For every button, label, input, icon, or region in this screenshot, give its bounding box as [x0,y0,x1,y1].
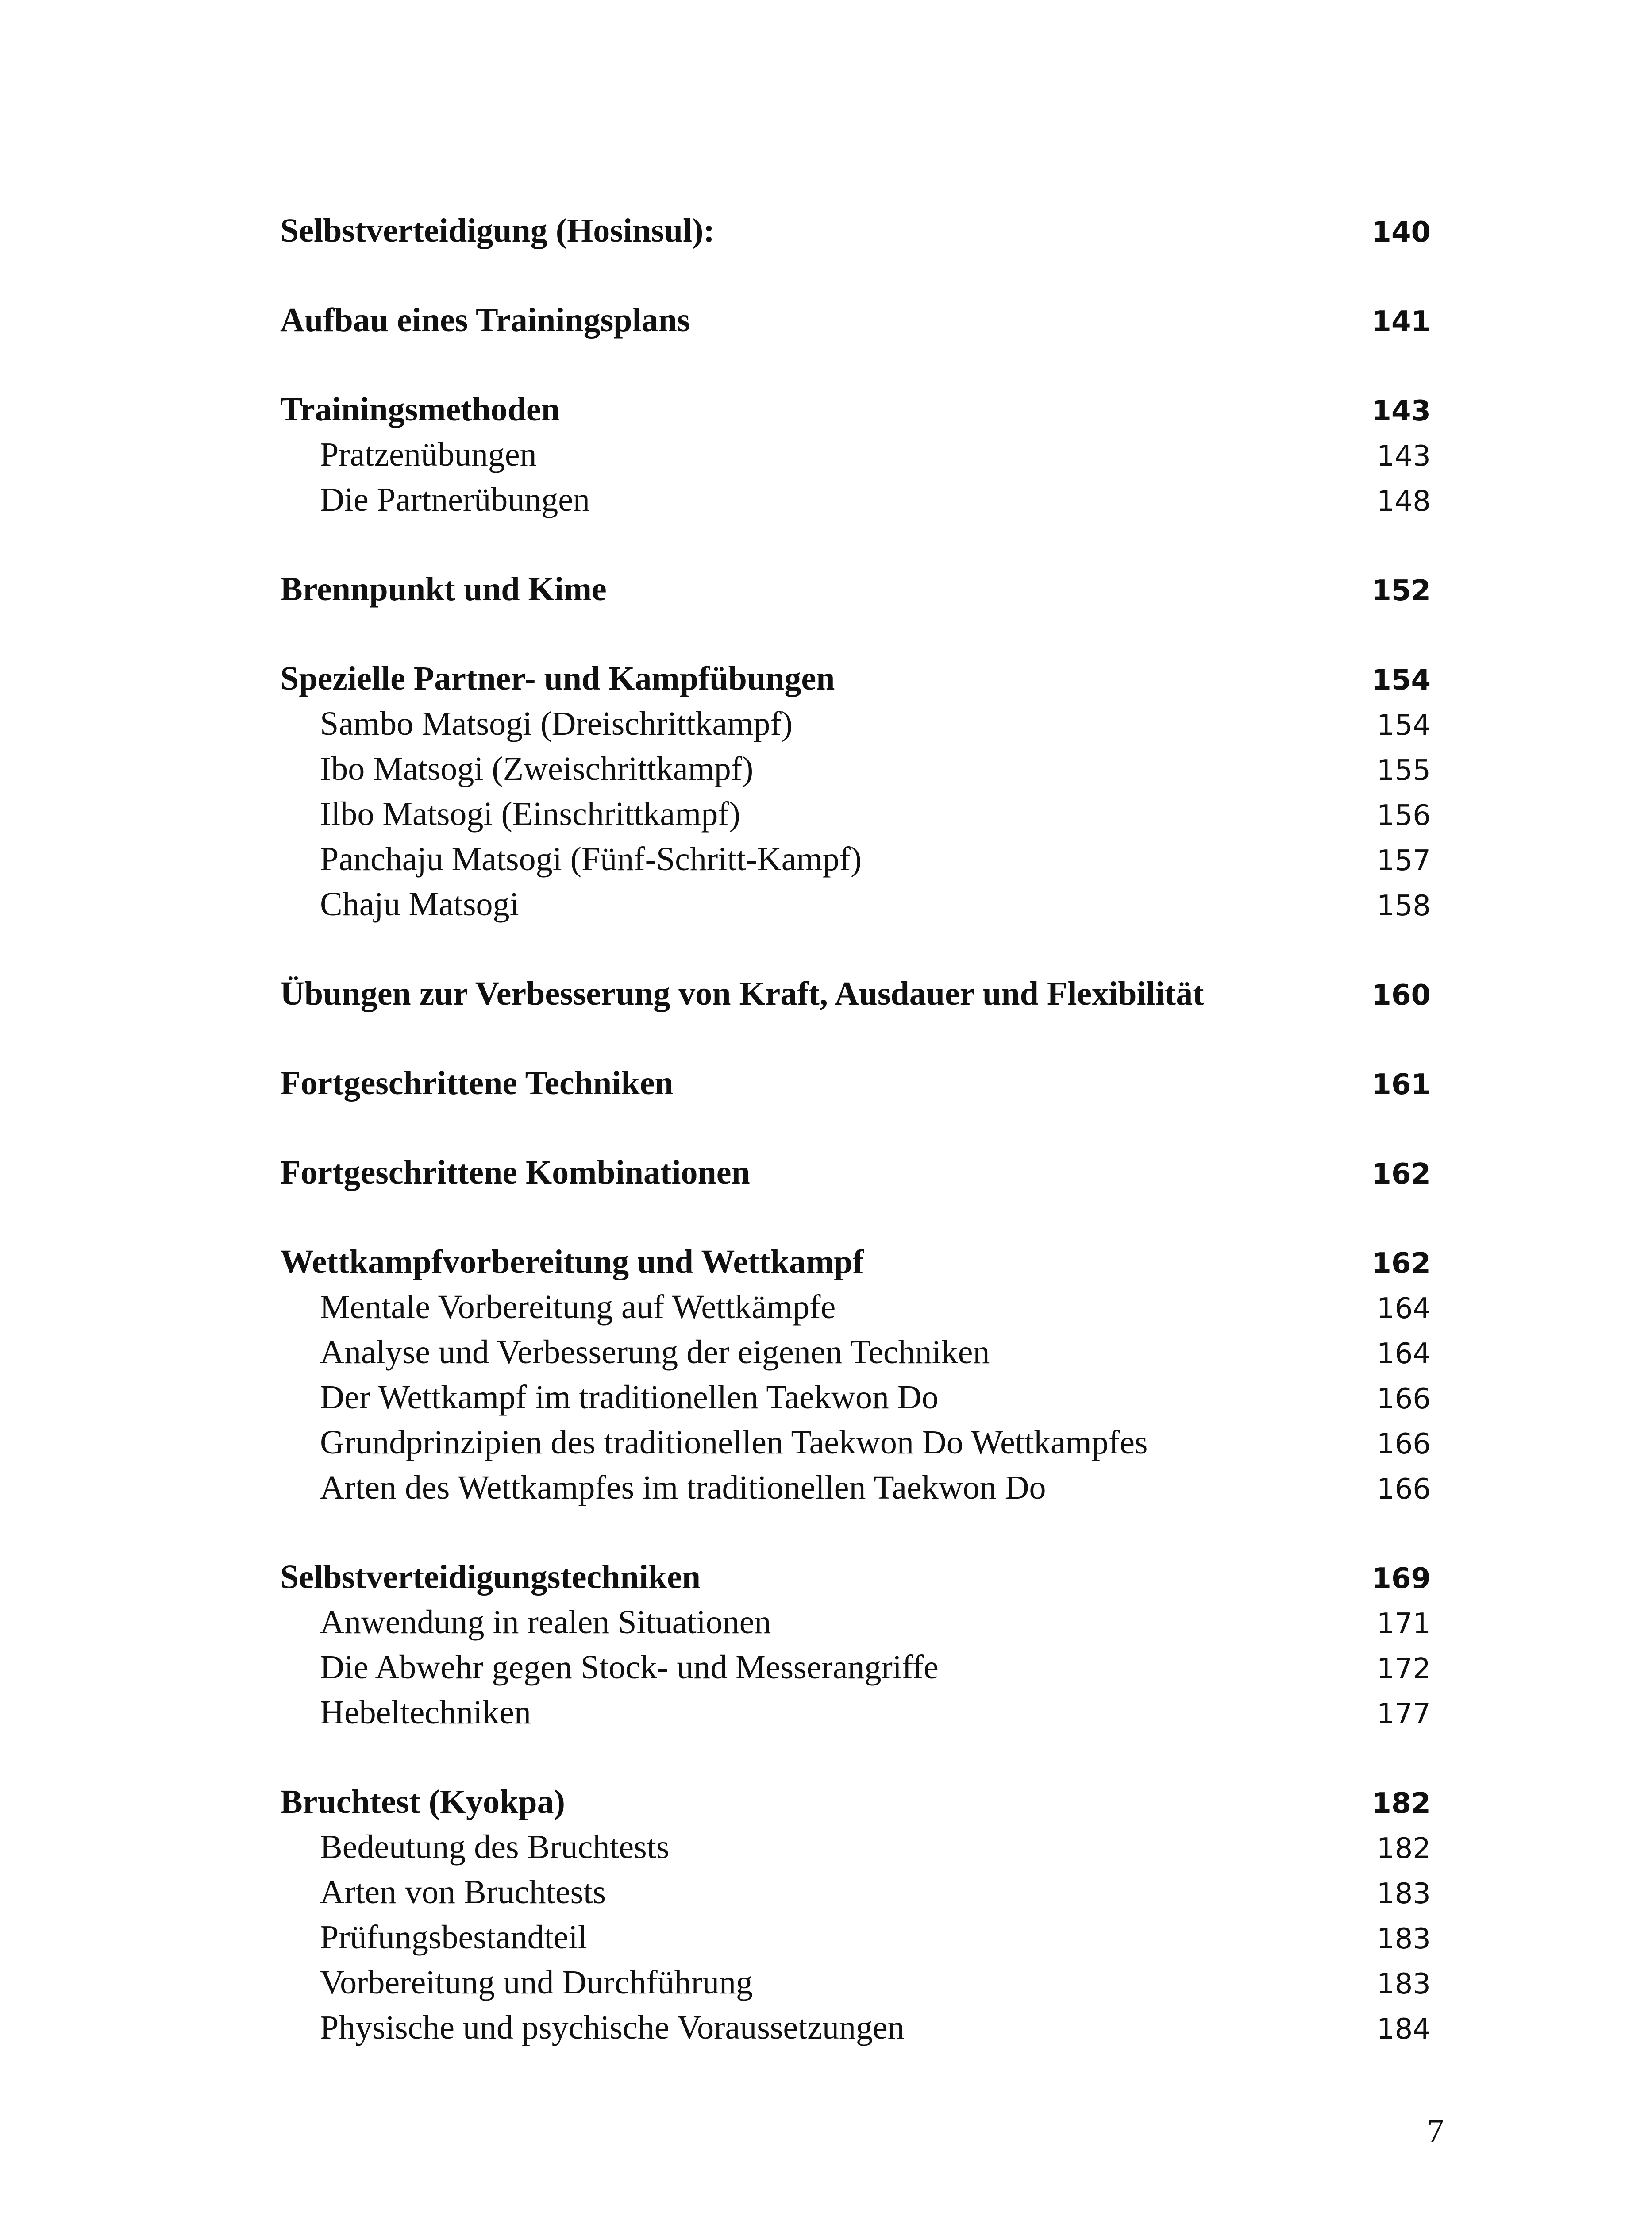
toc-section-entry [280,746,1431,791]
toc-entry-title: Fortgeschrittene Kombinationen [280,1154,750,1191]
toc-entry-title: Analyse und Verbesserung der eigenen Techniken [320,1334,990,1371]
toc-section-entry [280,1465,1431,1510]
toc-entry-title: Ibo Matsogi (Zweischrittkampf) [320,750,754,787]
toc-entry-page: 172 [1376,1653,1431,1685]
toc-entry-title: Grundprinzipien des traditionellen Taekwon Do Wettkampfes [320,1424,1148,1461]
toc-entry-page: 156 [1376,799,1431,832]
toc-entry-title: Wettkampfvorbereitung und Wettkampf [280,1243,864,1280]
toc-entry-page: 182 [1376,1832,1431,1865]
toc-section-entry [280,2005,1431,2050]
toc-entry-title: Bedeutung des Bruchtests [320,1828,670,1866]
toc-entry-title: Vorbereitung und Durchführung [320,1964,753,2001]
toc-section-entry [280,701,1431,746]
toc-section-entry [280,432,1431,477]
toc-spacer [280,1016,1431,1060]
toc-entry-title: Bruchtest (Kyokpa) [280,1783,565,1820]
toc-entry-page: 166 [1376,1473,1431,1506]
toc-chapter-entry [280,387,1431,432]
toc-entry-page: 162 [1371,1247,1431,1280]
toc-entry-title: Spezielle Partner- und Kampfübungen [280,660,835,697]
toc-section-entry [280,1690,1431,1735]
toc-entry-page: 164 [1376,1338,1431,1370]
toc-chapter-entry [280,971,1431,1016]
toc-chapter-entry [280,1779,1431,1824]
toc-entry-page: 164 [1376,1292,1431,1325]
toc-section-entry [280,1870,1431,1915]
toc-spacer [280,1106,1431,1150]
toc-entry-title: Ilbo Matsogi (Einschrittkampf) [320,795,740,833]
toc-section-entry [280,477,1431,522]
toc-chapter-entry [280,1239,1431,1284]
toc-chapter-entry [280,208,1431,253]
toc-entry-title: Panchaju Matsogi (Fünf-Schritt-Kampf) [320,840,862,878]
toc-section-entry [280,1960,1431,2005]
toc-section-entry [280,1420,1431,1465]
toc-entry-title: Physische und psychische Voraussetzungen [320,2009,905,2046]
toc-entry-page: 161 [1371,1068,1431,1101]
toc-entry-page: 171 [1376,1608,1431,1640]
toc-entry-page: 160 [1371,979,1431,1012]
toc-entry-title: Arten des Wettkampfes im traditionellen Taekwon Do [320,1469,1046,1506]
toc-entry-page: 154 [1371,664,1431,697]
toc-spacer [280,1735,1431,1779]
toc-entry-title: Selbstverteidigungstechniken [280,1558,701,1596]
toc-entry-title: Der Wettkampf im traditionellen Taekwon Do [320,1379,939,1416]
toc-entry-title: Hebeltechniken [320,1694,531,1731]
toc-entry-page: 155 [1376,754,1431,787]
toc-chapter-entry [280,297,1431,343]
toc-entry-title: Brennpunkt und Kime [280,571,607,608]
toc-entry-page: 152 [1371,574,1431,607]
toc-entry-page: 166 [1376,1428,1431,1461]
page-number: 7 [1427,2113,1444,2150]
toc-entry-page: 183 [1376,1968,1431,2001]
toc-spacer [280,1510,1431,1554]
toc-entry-title: Mentale Vorbereitung auf Wettkämpfe [320,1288,836,1326]
toc-entry-page: 143 [1376,440,1431,473]
toc-section-entry [280,791,1431,837]
toc-spacer [280,1195,1431,1239]
toc-spacer [280,253,1431,297]
toc-entry-title: Arten von Bruchtests [320,1874,606,1911]
toc-section-entry [280,1600,1431,1645]
toc-entry-title: Chaju Matsogi [320,886,519,923]
toc-spacer [280,522,1431,567]
toc-entry-title: Prüfungsbestandteil [320,1919,587,1956]
toc-entry-page: 177 [1376,1698,1431,1731]
toc-section-entry [280,1645,1431,1690]
toc-entry-title: Sambo Matsogi (Dreischrittkampf) [320,705,793,742]
toc-chapter-entry [280,656,1431,701]
toc-section-entry [280,837,1431,882]
toc-entry-title: Pratzenübungen [320,436,537,473]
toc-section-entry [280,1915,1431,1960]
toc-entry-page: 169 [1371,1562,1431,1595]
toc-entry-title: Übungen zur Verbesserung von Kraft, Ausdauer und Flexibilität [280,975,1204,1012]
toc-chapter-entry [280,1150,1431,1195]
toc-chapter-entry [280,567,1431,612]
toc-entry-title: Fortgeschrittene Techniken [280,1064,674,1102]
toc-entry-page: 184 [1376,2013,1431,2046]
toc-entry-page: 148 [1376,485,1431,518]
toc-section-entry [280,1330,1431,1375]
table-of-contents [280,208,1431,2050]
toc-entry-page: 141 [1371,305,1431,338]
toc-spacer [280,612,1431,656]
toc-section-entry [280,1824,1431,1870]
toc-spacer [280,343,1431,387]
toc-entry-title: Selbstverteidigung (Hosinsul): [280,212,715,249]
toc-entry-page: 182 [1371,1787,1431,1820]
toc-section-entry [280,882,1431,927]
toc-entry-title: Trainingsmethoden [280,391,560,428]
toc-entry-title: Die Abwehr gegen Stock- und Messerangriffe [320,1649,939,1686]
toc-entry-page: 140 [1371,216,1431,249]
toc-entry-page: 166 [1376,1383,1431,1415]
toc-chapter-entry [280,1554,1431,1600]
toc-entry-page: 154 [1376,709,1431,742]
toc-entry-title: Anwendung in realen Situationen [320,1604,771,1641]
toc-entry-page: 158 [1376,890,1431,922]
toc-section-entry [280,1375,1431,1420]
toc-section-entry [280,1284,1431,1330]
toc-chapter-entry [280,1060,1431,1106]
toc-entry-page: 143 [1371,395,1431,428]
toc-spacer [280,927,1431,971]
toc-entry-title: Die Partnerübungen [320,481,590,518]
toc-entry-page: 162 [1371,1158,1431,1191]
toc-entry-page: 183 [1376,1923,1431,1955]
toc-entry-page: 157 [1376,844,1431,877]
toc-entry-title: Aufbau eines Trainingsplans [280,301,690,339]
toc-entry-page: 183 [1376,1878,1431,1910]
